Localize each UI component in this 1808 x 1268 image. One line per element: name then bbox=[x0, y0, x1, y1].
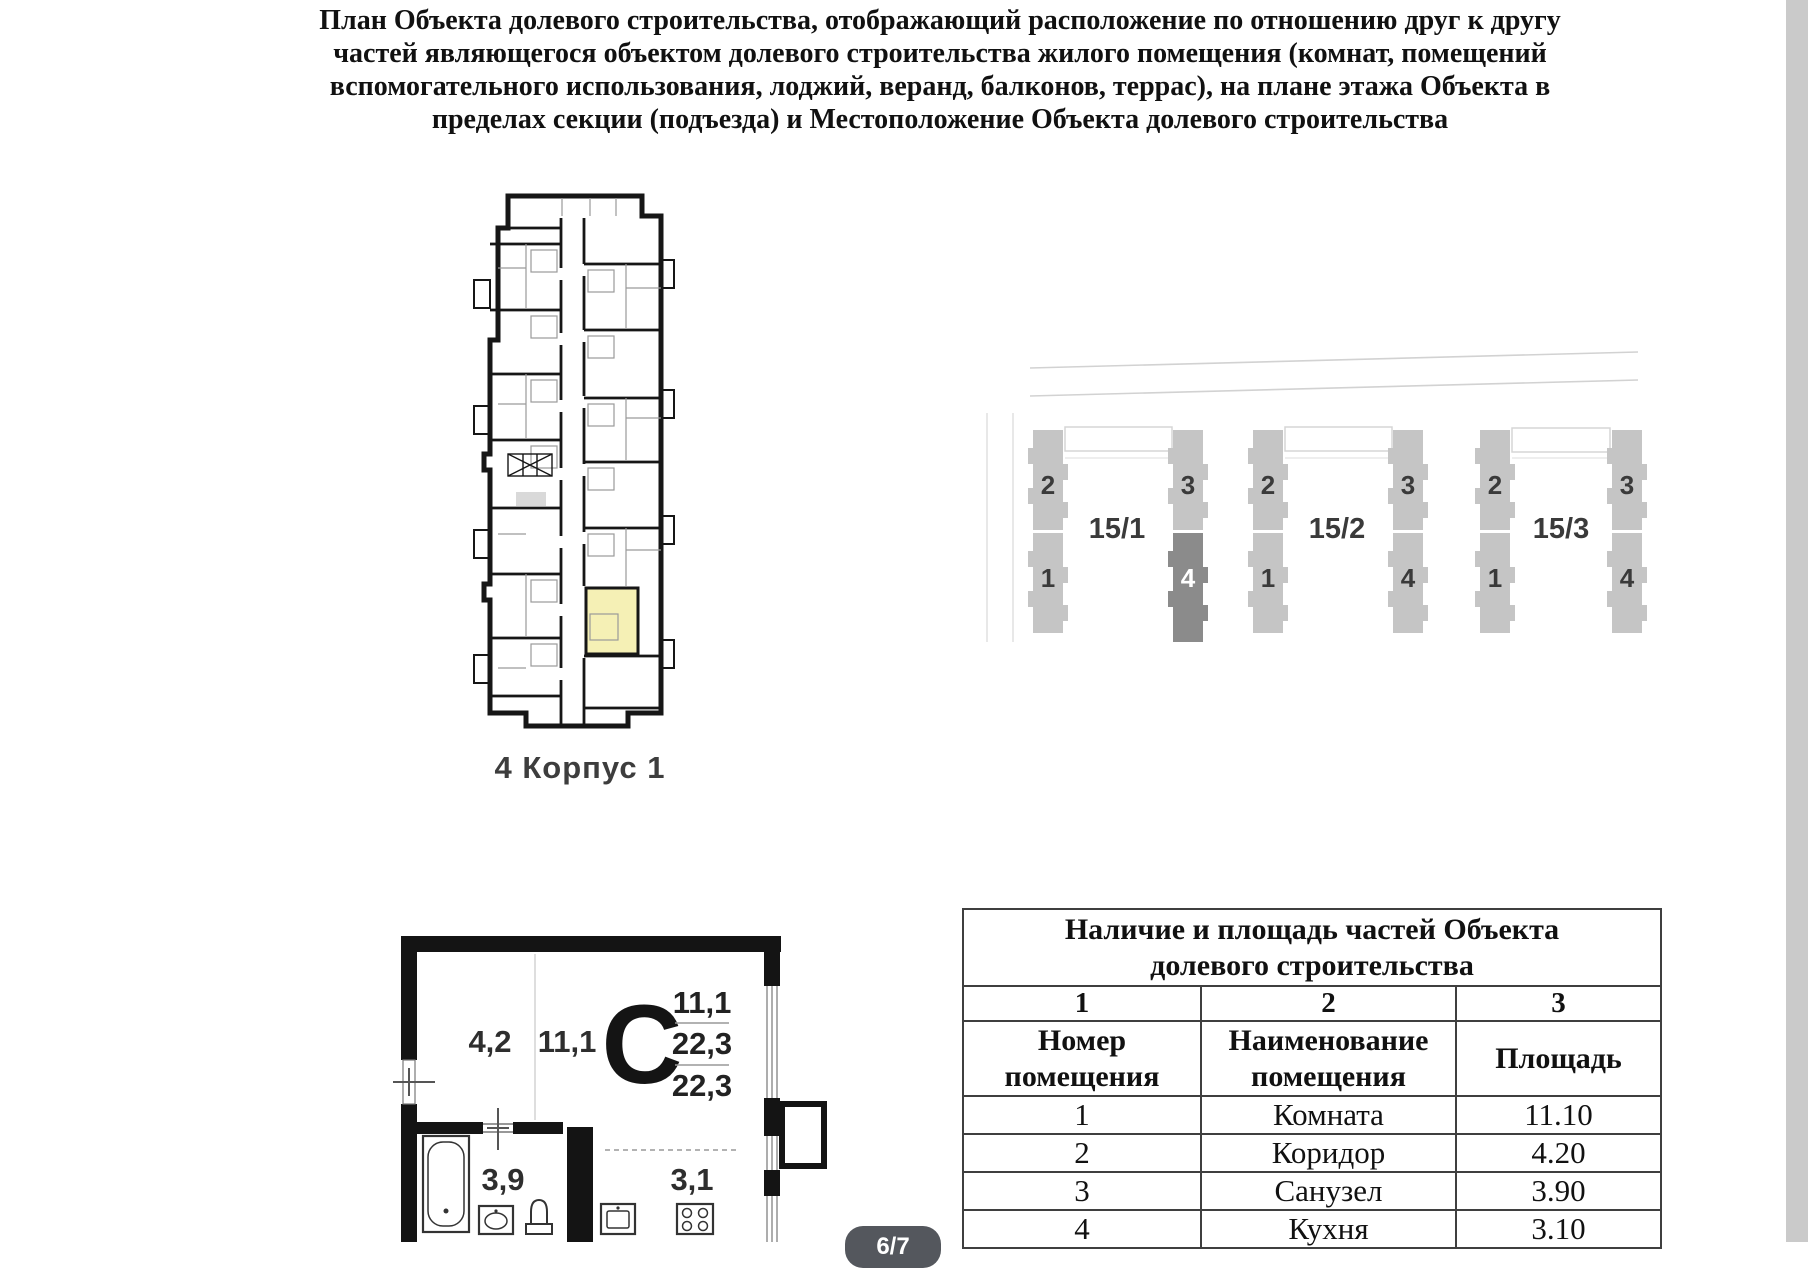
bar-number: 1 bbox=[1260, 563, 1276, 593]
bar-number: 1 bbox=[1040, 563, 1056, 593]
kitchen-area-label: 3,1 bbox=[670, 1162, 714, 1197]
col-number: 1 bbox=[963, 986, 1201, 1021]
col-number: 2 bbox=[1201, 986, 1456, 1021]
header-room-name: Наименование помещения bbox=[1201, 1021, 1456, 1096]
room-number: 2 bbox=[963, 1134, 1201, 1172]
bar-number: 3 bbox=[1619, 470, 1635, 500]
document-title bbox=[80, 4, 1800, 136]
site-cluster-15-3 bbox=[1475, 428, 1647, 633]
table-row bbox=[963, 1210, 1661, 1248]
room-area: 3.90 bbox=[1456, 1172, 1661, 1210]
apartment-floorplan bbox=[395, 930, 829, 1242]
apartment-type-letter: С bbox=[601, 982, 683, 1107]
page-indicator: 6/7 bbox=[845, 1226, 941, 1268]
photo-edge-band bbox=[1786, 0, 1808, 1242]
room-name: Комната bbox=[1201, 1096, 1456, 1134]
balcony-box bbox=[782, 1104, 824, 1166]
site-boundary-lines bbox=[987, 413, 1013, 642]
cluster-label: 15/1 bbox=[1088, 513, 1146, 545]
room-area-label: 11,1 bbox=[537, 1024, 597, 1059]
room-name: Кухня bbox=[1201, 1210, 1456, 1248]
hall-area-label: 4,2 bbox=[468, 1024, 512, 1059]
area-total: 22,3 bbox=[671, 1026, 733, 1061]
core-shaft bbox=[516, 492, 546, 506]
podium-outline bbox=[1512, 428, 1610, 452]
table-colnum-row bbox=[963, 986, 1661, 1021]
site-cluster-15-2 bbox=[1248, 427, 1428, 633]
bar-number: 1 bbox=[1487, 563, 1503, 593]
table-row bbox=[963, 1134, 1661, 1172]
table-caption-line2: долевого строительства bbox=[1150, 948, 1474, 982]
building-bar-highlighted bbox=[1173, 626, 1203, 642]
axis-cross-bath bbox=[483, 1108, 513, 1150]
table-row bbox=[963, 1096, 1661, 1134]
bar-number: 3 bbox=[1180, 470, 1196, 500]
balcony bbox=[474, 280, 490, 308]
site-cluster-15-1 bbox=[1028, 427, 1208, 642]
bar-number: 2 bbox=[1260, 470, 1276, 500]
site-plan bbox=[840, 330, 1790, 665]
stove-icon bbox=[677, 1204, 713, 1234]
room-number: 3 bbox=[963, 1172, 1201, 1210]
room-number: 1 bbox=[963, 1096, 1201, 1134]
room-name: Коридор bbox=[1201, 1134, 1456, 1172]
room-area: 4.20 bbox=[1456, 1134, 1661, 1172]
bar-number: 2 bbox=[1040, 470, 1056, 500]
header-area: Площадь bbox=[1456, 1021, 1661, 1096]
washbasin-icon bbox=[479, 1206, 513, 1234]
table-caption bbox=[963, 909, 1661, 986]
header-room-number: Номер помещения bbox=[963, 1021, 1201, 1096]
highlighted-unit bbox=[586, 588, 638, 654]
col-number: 3 bbox=[1456, 986, 1661, 1021]
bar-number-highlighted: 4 bbox=[1180, 563, 1196, 593]
building-floorplan bbox=[430, 168, 690, 746]
area-reduced: 22,3 bbox=[671, 1068, 733, 1103]
room-area: 11.10 bbox=[1456, 1096, 1661, 1134]
title-line-4: пределах секции (подъезда) и Местоположение Объекта долевого строительства bbox=[431, 104, 1449, 135]
kitchen-sink-icon bbox=[601, 1204, 635, 1234]
toilet-icon bbox=[526, 1200, 552, 1234]
title-line-3: вспомогательного использования, лоджий, веранд, балконов, террас), на плане этажа Объекта в bbox=[329, 71, 1551, 102]
title-line-2: частей являющегося объектом долевого строительства жилого помещения (комнат, помещений bbox=[333, 38, 1547, 69]
room-number: 4 bbox=[963, 1210, 1201, 1248]
bar-number: 4 bbox=[1400, 563, 1416, 593]
area-living: 11,1 bbox=[672, 985, 732, 1020]
cluster-label: 15/3 bbox=[1532, 513, 1590, 545]
bathroom-area-label: 3,9 bbox=[481, 1162, 525, 1197]
podium-outline bbox=[1285, 427, 1392, 451]
room-area: 3.10 bbox=[1456, 1210, 1661, 1248]
podium-outline bbox=[1065, 427, 1172, 451]
areas-table bbox=[962, 908, 1662, 1249]
bar-number: 3 bbox=[1400, 470, 1416, 500]
bar-number: 4 bbox=[1619, 563, 1635, 593]
cluster-label: 15/2 bbox=[1308, 513, 1366, 545]
title-line-1: План Объекта долевого строительства, отображающий расположение по отношению друг к другу bbox=[319, 5, 1561, 36]
road-lines bbox=[1030, 352, 1638, 396]
bar-number: 2 bbox=[1487, 470, 1503, 500]
building-label: 4 Корпус 1 bbox=[494, 750, 666, 785]
bathtub-icon bbox=[423, 1136, 469, 1232]
window-left bbox=[393, 1060, 435, 1104]
table-caption-line1: Наличие и площадь частей Объекта bbox=[1064, 912, 1560, 946]
room-name: Санузел bbox=[1201, 1172, 1456, 1210]
table-header-row bbox=[963, 1021, 1661, 1096]
area-fraction-stack bbox=[672, 985, 732, 1103]
table-row bbox=[963, 1172, 1661, 1210]
